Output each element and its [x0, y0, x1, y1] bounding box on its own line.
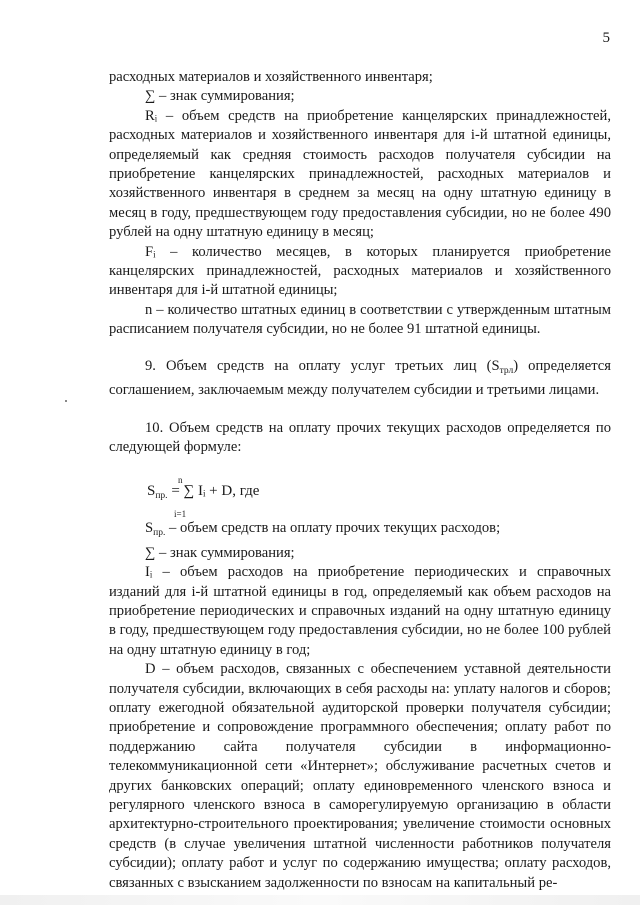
spr-symbol: S	[145, 520, 154, 537]
formula-other-expenses	[147, 457, 611, 519]
paragraph-ri-definition: Rᵢ – объем средств на приобретение канцелярских принадлежностей, расходных материалов и хозяйственного инвентаря для i-й штатной единицы, определяемый как средняя стоимость расходов получателя субсидии на приобретение канцелярских принадлежностей, расходных материалов и хозяйственного инвентаря в среднем за месяц на одну штатную единицу в месяц в году, предшествующем году предоставления субсидии, но не более 490 рублей на одну штатную единицу в месяц;	[109, 107, 611, 241]
formula-upper-limit: n	[178, 475, 183, 486]
paragraph-item-10: 10. Объем средств на оплату прочих текущих расходов определяется по следующей формуле:	[109, 419, 611, 455]
formula-main-line	[147, 482, 259, 506]
formula-equals: =	[167, 483, 184, 500]
scan-bottom-edge	[0, 895, 640, 905]
spacer	[109, 340, 611, 357]
spr-subscript: пр.	[153, 528, 166, 539]
scan-speck	[65, 400, 67, 402]
spacer	[109, 401, 611, 419]
page-number: 5	[602, 30, 610, 46]
item-9-text-end: ) определяется соглашением, заключаемым между получателем субсидии и третьими лицами.	[109, 357, 611, 399]
formula-lhs-subscript: пр.	[155, 491, 168, 502]
paragraph-fi-definition: Fᵢ – количество месяцев, в которых планируется приобретение канцелярских принадлежностей, расходных материалов и хозяйственного инвентаря для i-й штатной единицы;	[109, 243, 611, 299]
document-body	[109, 68, 611, 893]
item-9-text-start: 9. Объем средств на оплату услуг третьих лиц (S	[145, 357, 500, 374]
formula-lower-limit: i=1	[174, 509, 187, 520]
formula-sigma: ∑	[183, 483, 195, 500]
paragraph-ii-definition: Iᵢ – объем расходов на приобретение периодических и справочных изданий для i-й штатной единицы в год, определяемый как объем расходов на приобретение периодических и справочных изданий на одну штатную единицу в году, предшествующем году предоставления субсидии, но не более 100 рублей на одну штатную единицу в год;	[109, 564, 611, 658]
paragraph-item-9	[109, 357, 611, 401]
paragraph-continuation: расходных материалов и хозяйственного инвентаря;	[109, 69, 433, 85]
paragraph-d-definition: D – объем расходов, связанных с обеспечением уставной деятельности получателя субсидии, включающих в себя расходы на: уплату налогов и сборов; оплату ежегодной обязательной аудиторской проверки получателя субсидии; приобретение и сопровождение программного обеспечения; оплату работ по поддержанию сайта получателя субсидии в информационно-телекоммуникационной сети «Интернет»; обслуживание расчетных счетов и других банковских операций; оплату единовременного членского взноса и регулярного членского взноса в саморегулируемую организацию в области архитектурно-строительного проектирования; увеличение стоимости основных средств (в случае увеличения штатной численности работников получателя субсидии); оплату работ и услуг по содержанию имущества; оплату расходов, связанных с взысканием задолженности по взносам на капитальный ре-	[109, 661, 611, 891]
formula-lhs: S	[147, 483, 156, 500]
paragraph-sum-sign-2: ∑ – знак суммирования;	[145, 544, 295, 561]
formula-rhs: Iᵢ + D, где	[194, 483, 260, 500]
paragraph-sum-sign: ∑ – знак суммирования;	[145, 88, 295, 105]
item-9-subscript: трл	[499, 365, 514, 376]
spr-text: – объем средств на оплату прочих текущих расходов;	[165, 520, 501, 537]
paragraph-n-definition: n – количество штатных единиц в соответствии с утвержденным штатным расписанием получателя субсидии, но не более 91 штатной единицы.	[109, 301, 611, 338]
